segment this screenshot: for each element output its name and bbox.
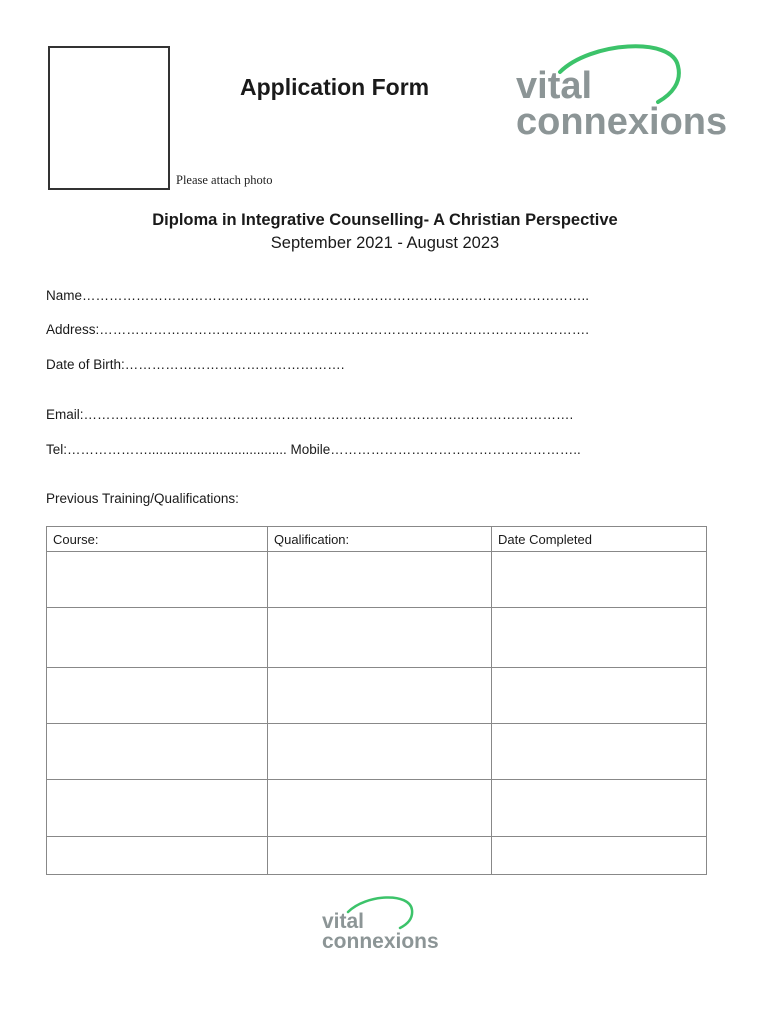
date-completed-cell[interactable] bbox=[492, 724, 707, 780]
qualification-cell[interactable] bbox=[268, 780, 492, 837]
table-row bbox=[47, 608, 707, 668]
table-row bbox=[47, 724, 707, 780]
course-cell[interactable] bbox=[47, 780, 268, 837]
table-row bbox=[47, 780, 707, 837]
date-of-birth-field[interactable]: Date of Birth:…………………………………………. bbox=[46, 357, 345, 372]
table-row bbox=[47, 668, 707, 724]
vital-connexions-logo bbox=[512, 42, 752, 142]
qualification-cell[interactable] bbox=[268, 552, 492, 608]
address-field[interactable]: Address:………………………………………………………………………………………………. bbox=[46, 322, 590, 337]
date-completed-cell[interactable] bbox=[492, 780, 707, 837]
qualification-cell[interactable] bbox=[268, 668, 492, 724]
logo-word-vital: vital bbox=[516, 65, 593, 107]
footer-logo bbox=[318, 896, 452, 952]
course-cell[interactable] bbox=[47, 837, 268, 875]
tel-mobile-field[interactable]: Tel:………………..................................... Mobile……………………………………………….. bbox=[46, 442, 581, 457]
course-dates: September 2021 - August 2023 bbox=[270, 234, 500, 252]
name-field[interactable]: Name………………………………………………………………………………………………….. bbox=[46, 288, 590, 303]
qualification-cell[interactable] bbox=[268, 724, 492, 780]
date-completed-cell[interactable] bbox=[492, 668, 707, 724]
qualifications-table bbox=[46, 526, 707, 875]
date-completed-cell[interactable] bbox=[492, 552, 707, 608]
footer-logo-word-vital: vital bbox=[322, 910, 365, 933]
date-completed-cell[interactable] bbox=[492, 837, 707, 875]
table-row bbox=[47, 837, 707, 875]
table-row bbox=[47, 552, 707, 608]
qualifications-heading: Previous Training/Qualifications: bbox=[46, 491, 239, 506]
qualification-cell[interactable] bbox=[268, 608, 492, 668]
photo-placeholder[interactable] bbox=[48, 46, 170, 190]
qualification-cell[interactable] bbox=[268, 837, 492, 875]
column-header-qualification: Qualification: bbox=[268, 527, 492, 552]
course-cell[interactable] bbox=[47, 724, 268, 780]
column-header-course: Course: bbox=[47, 527, 268, 552]
email-field[interactable]: Email:………………………………………………………………………………………………. bbox=[46, 407, 574, 422]
logo-word-connexions: connexions bbox=[516, 101, 728, 142]
page-title: Application Form bbox=[240, 74, 430, 100]
photo-caption: Please attach photo bbox=[176, 173, 273, 187]
course-cell[interactable] bbox=[47, 668, 268, 724]
footer-logo-word-connexions: connexions bbox=[322, 930, 439, 952]
course-cell[interactable] bbox=[47, 608, 268, 668]
column-header-date-completed: Date Completed bbox=[492, 527, 707, 552]
course-cell[interactable] bbox=[47, 552, 268, 608]
date-completed-cell[interactable] bbox=[492, 608, 707, 668]
course-title: Diploma in Integrative Counselling- A Christian Perspective bbox=[152, 211, 618, 229]
table-header-row bbox=[47, 527, 707, 552]
